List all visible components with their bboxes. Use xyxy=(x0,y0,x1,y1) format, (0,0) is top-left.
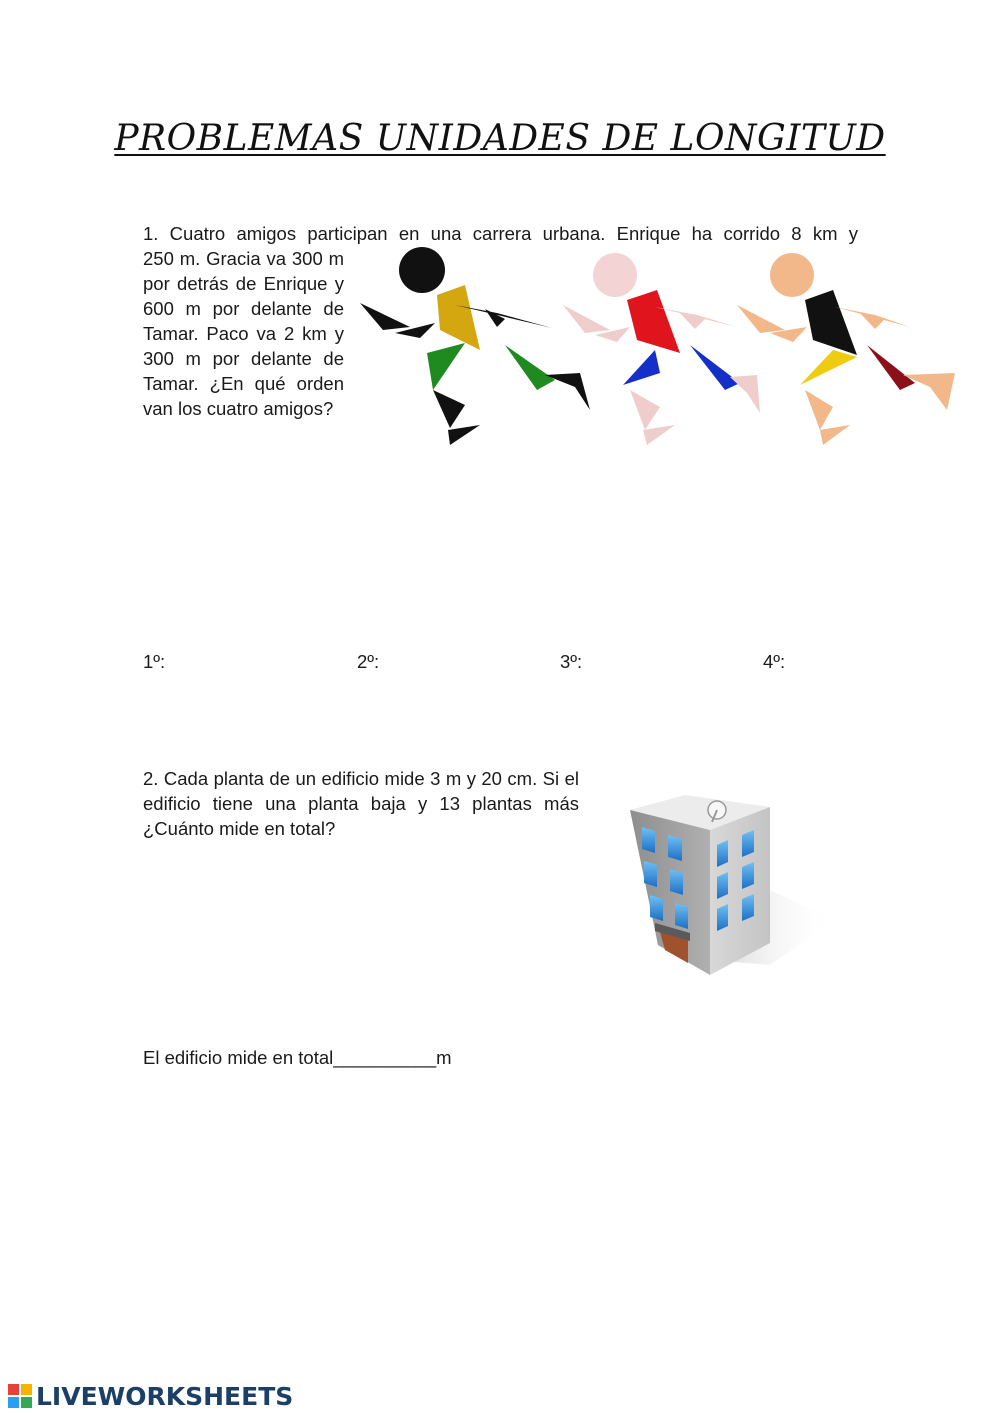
worksheet-title: PROBLEMAS UNIDADES DE LONGITUD xyxy=(114,118,886,159)
order-label-fourth: 4º: xyxy=(763,651,786,672)
order-label-third: 3º: xyxy=(560,651,583,672)
problem2-answer-line: El edificio mide en total__________m xyxy=(143,1047,452,1068)
building-illustration xyxy=(620,765,840,980)
liveworksheets-logo-icon xyxy=(8,1384,32,1408)
footer-brand: LIVEWORKSHEETS xyxy=(36,1381,294,1411)
order-label-first: 1º: xyxy=(143,651,166,672)
runner-pink-red xyxy=(563,253,760,445)
footer-logo xyxy=(8,1380,293,1412)
runners-illustration xyxy=(355,245,960,450)
problem1-first-line: 1. Cuatro amigos participan en una carrera urbana. Enrique ha corrido 8 km y xyxy=(143,223,858,244)
problem2-text: 2. Cada planta de un edificio mide 3 m y 20 cm. Si el edificio tiene una planta baja y 13 plantas más ¿Cuánto mide en total? xyxy=(143,768,579,839)
problem1-text: 250 m. Gracia va 300 m por detrás de Enrique y 600 m por delante de Tamar. Paco va 2 km y 300 m por delante de Tamar. ¿En qué orden van los cuatro amigos? xyxy=(143,248,344,419)
runner-peach-black xyxy=(737,253,955,445)
order-label-second: 2º: xyxy=(357,651,380,672)
runner-black-yellow xyxy=(360,247,590,445)
